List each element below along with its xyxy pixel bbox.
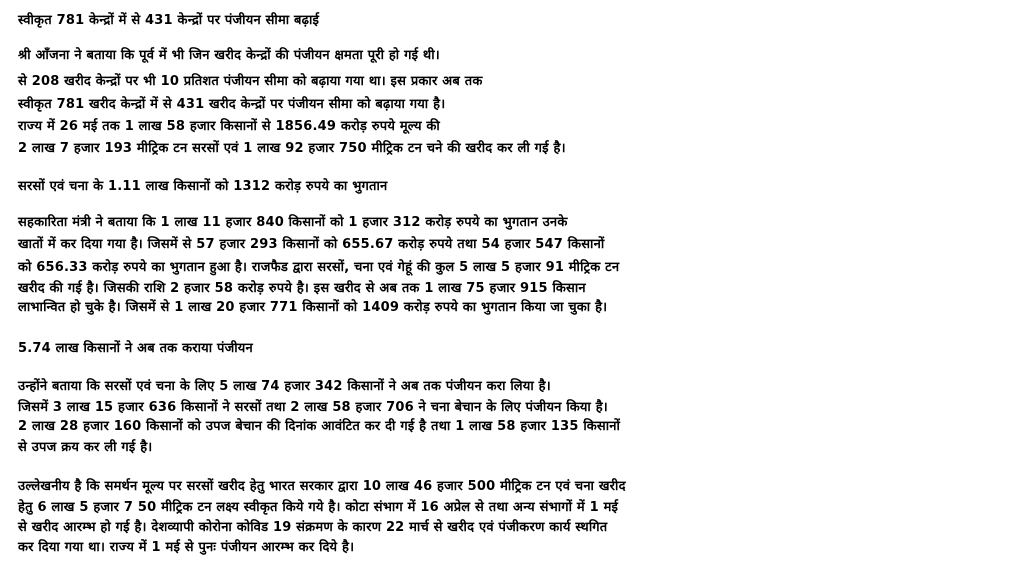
paragraph-line: से उपज क्रय कर ली गई है। [18, 440, 153, 455]
paragraph-line: 2 लाख 7 हजार 193 मीट्रिक टन सरसों एवं 1 लाख 92 हजार 750 मीट्रिक टन चने की खरीद कर ली गई है। [18, 141, 566, 156]
paragraph-line: लाभान्वित हो चुके है। जिसमें से 1 लाख 20 हजार 771 किसानों को 1409 करोड़ रुपये का भुगतान किया जा चुका है। [18, 300, 608, 315]
paragraph-line: खरीद की गई है। जिसकी राशि 2 हजार 58 करोड़ रुपये है। इस खरीद से अब तक 1 लाख 75 हजार 915 किसान [18, 281, 586, 296]
paragraph-line: स्वीकृत 781 खरीद केन्द्रों में से 431 खरीद केन्द्रों पर पंजीयन सीमा को बढ़ाया गया है। [18, 97, 446, 112]
paragraph-line: सहकारिता मंत्री ने बताया कि 1 लाख 11 हजार 840 किसानों को 1 हजार 312 करोड़ रुपये का भुगतान उनके [18, 215, 568, 230]
paragraph-line: को 656.33 करोड़ रुपये का भुगतान हुआ है। राजफैड द्वारा सरसों, चना एवं गेहूं की कुल 5 लाख 5 हजार 91 मीट्रिक टन [18, 260, 620, 275]
heading-registration: 5.74 लाख किसानों ने अब तक कराया पंजीयन [18, 341, 253, 356]
paragraph-line: से 208 खरीद केन्द्रों पर भी 10 प्रतिशत पंजीयन सीमा को बढ़ाया गया था। इस प्रकार अब तक [18, 74, 483, 89]
heading-registration-limit: स्वीकृत 781 केन्द्रों में से 431 केन्द्रों पर पंजीयन सीमा बढ़ाई [18, 13, 320, 28]
paragraph-line: उन्होंने बताया कि सरसों एवं चना के लिए 5 लाख 74 हजार 342 किसानों ने अब तक पंजीयन करा लिया है। [18, 379, 551, 394]
paragraph-line: हेतु 6 लाख 5 हजार 7 50 मीट्रिक टन लक्ष्य स्वीकृत किये गये है। कोटा संभाग में 16 अप्रेल से तथा अन्य संभागों में 1 मई [18, 500, 619, 515]
paragraph-line: उल्लेखनीय है कि समर्थन मूल्य पर सरसों खरीद हेतु भारत सरकार द्वारा 10 लाख 46 हजार 500 मीट्रिक टन एवं चना खरीद [18, 479, 626, 494]
paragraph-line: 2 लाख 28 हजार 160 किसानों को उपज बेचान की दिनांक आवंटित कर दी गई है तथा 1 लाख 58 हजार 135 किसानों [18, 419, 621, 434]
paragraph-line: श्री आँजना ने बताया कि पूर्व में भी जिन खरीद केन्द्रों की पंजीयन क्षमता पूरी हो गई थी। [18, 48, 440, 63]
paragraph-line: कर दिया गया था। राज्य में 1 मई से पुनः पंजीयन आरम्भ कर दिये है। [18, 540, 355, 555]
paragraph-line: से खरीद आरम्भ हो गई है। देशव्यापी कोरोना कोविड 19 संक्रमण के कारण 22 मार्च से खरीद एवं पंजीकरण कार्य स्थगित [18, 520, 608, 535]
paragraph-line: राज्य में 26 मई तक 1 लाख 58 हजार किसानों से 1856.49 करोड़ रुपये मूल्य की [18, 119, 440, 134]
heading-payment: सरसों एवं चना के 1.11 लाख किसानों को 1312 करोड़ रुपये का भुगतान [18, 179, 388, 194]
paragraph-line: खातों में कर दिया गया है। जिसमें से 57 हजार 293 किसानों को 655.67 करोड़ रुपये तथा 54 हजार 547 किसानों [18, 237, 605, 252]
paragraph-line: जिसमें 3 लाख 15 हजार 636 किसानों ने सरसों तथा 2 लाख 58 हजार 706 ने चना बेचान के लिए पंजीयन किया है। [18, 400, 608, 415]
